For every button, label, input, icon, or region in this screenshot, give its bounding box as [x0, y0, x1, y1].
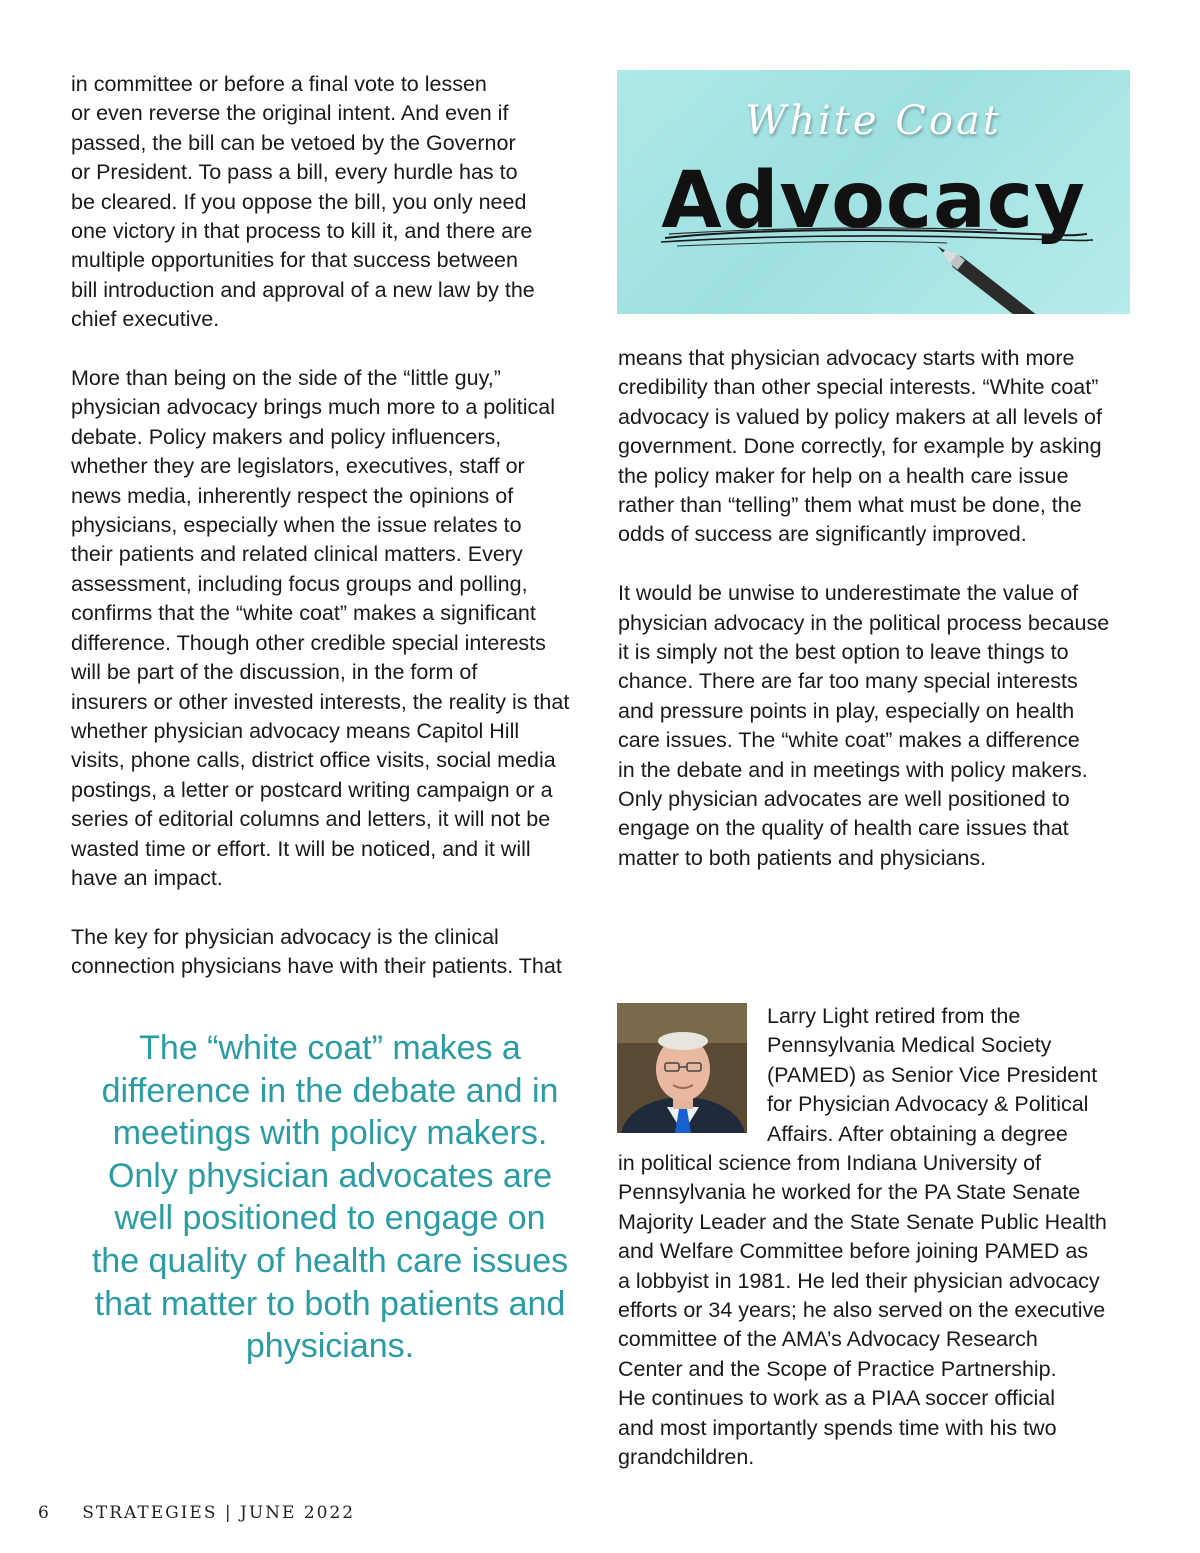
bio-line: Center and the Scope of Practice Partnership.: [618, 1356, 1057, 1381]
bio-line: Majority Leader and the State Senate Public Health: [618, 1209, 1107, 1234]
white-coat-advocacy-banner: [617, 70, 1130, 314]
publication-name: STRATEGIES | JUNE 2022: [82, 1503, 356, 1523]
text-line: whether they are legislators, executives, staff or: [71, 454, 525, 479]
text-line: or even reverse the original intent. And even if: [71, 101, 509, 126]
bio-line: (PAMED) as Senior Vice President: [767, 1062, 1098, 1087]
text-line: The key for physician advocacy is the clinical: [71, 924, 499, 949]
banner-script-title: White Coat: [745, 98, 1002, 144]
text-line: the policy maker for help on a health care issue: [618, 463, 1069, 488]
text-line: their patients and related clinical matters. Every: [71, 542, 523, 567]
text-line: news media, inherently respect the opinions of: [71, 483, 514, 508]
right-paragraph-2: [618, 579, 1138, 873]
bio-line: for Physician Advocacy & Political: [767, 1092, 1089, 1117]
author-bio: [618, 1002, 1138, 1473]
text-line: It would be unwise to underestimate the value of: [618, 581, 1079, 606]
page-number: 6: [38, 1503, 51, 1523]
pull-quote-line: the quality of health care issues: [91, 1241, 569, 1280]
pen-scribble-graphic: [617, 70, 1130, 314]
text-line: and pressure points in play, especially on health: [618, 698, 1075, 723]
bio-line: and most importantly spends time with his two: [618, 1415, 1057, 1440]
bio-line: grandchildren.: [618, 1445, 755, 1470]
text-line: bill introduction and approval of a new law by the: [71, 277, 535, 302]
text-line: difference. Though other credible special interests: [71, 630, 546, 655]
text-line: multiple opportunities for that success between: [71, 248, 518, 273]
text-line: physician advocacy brings much more to a political: [71, 395, 555, 420]
pull-quote: [80, 1027, 580, 1368]
bio-line: Pennsylvania he worked for the PA State Senate: [618, 1180, 1081, 1205]
text-line: will be part of the discussion, in the form of: [71, 660, 478, 685]
pull-quote-line: difference in the debate and in: [101, 1071, 559, 1110]
bio-line: Affairs. After obtaining a degree: [767, 1121, 1068, 1146]
text-line: physicians, especially when the issue relates to: [71, 513, 522, 538]
text-line: advocacy is valued by policy makers at all levels of: [618, 404, 1102, 429]
text-line: it is simply not the best option to leave things to: [618, 640, 1069, 665]
text-line: be cleared. If you oppose the bill, you only need: [71, 189, 527, 214]
banner-headline: Advocacy: [661, 156, 1086, 246]
paragraph-gap: [618, 550, 1138, 579]
text-line: physician advocacy in the political process because: [618, 610, 1110, 635]
text-line: odds of success are significantly improved.: [618, 522, 1027, 547]
bio-line: He continues to work as a PIAA soccer official: [618, 1386, 1055, 1411]
text-line: assessment, including focus groups and polling,: [71, 571, 528, 596]
left-paragraph-2: [71, 364, 591, 893]
pull-quote-line: The “white coat” makes a: [139, 1029, 521, 1067]
text-line: matter to both patients and physicians.: [618, 845, 987, 870]
text-line: More than being on the side of the “little guy,”: [71, 366, 501, 391]
left-paragraph-3: [71, 923, 591, 982]
text-line: have an impact.: [71, 865, 223, 890]
paragraph-gap: [71, 335, 591, 364]
text-line: in committee or before a final vote to lessen: [71, 72, 487, 96]
bio-line: and Welfare Committee before joining PAMED as: [618, 1239, 1089, 1264]
text-line: credibility than other special interests. “White coat”: [618, 375, 1099, 400]
pull-quote-line: Only physician advocates are: [107, 1156, 553, 1195]
bio-line: Larry Light retired from the: [767, 1004, 1021, 1028]
text-line: debate. Policy makers and policy influencers,: [71, 424, 502, 449]
pull-quote-line: physicians.: [245, 1327, 415, 1366]
text-line: whether physician advocacy means Capitol Hill: [71, 718, 520, 743]
text-line: series of editorial columns and letters, it will not be: [71, 807, 551, 832]
text-line: rather than “telling” them what must be done, the: [618, 493, 1082, 518]
paragraph-gap: [71, 893, 591, 922]
text-line: visits, phone calls, district office visits, social media: [71, 748, 556, 773]
text-line: chance. There are far too many special interests: [618, 669, 1078, 694]
text-line: chief executive.: [71, 307, 220, 332]
bio-line: Pennsylvania Medical Society: [767, 1033, 1052, 1058]
text-line: postings, a letter or postcard writing campaign or a: [71, 777, 553, 802]
pull-quote-line: that matter to both patients and: [94, 1284, 566, 1323]
text-line: care issues. The “white coat” makes a difference: [618, 728, 1080, 753]
text-line: Only physician advocates are well positioned to: [618, 787, 1070, 812]
text-line: connection physicians have with their patients. That: [71, 954, 562, 979]
text-line: government. Done correctly, for example by asking: [618, 434, 1102, 459]
pull-quote-line: meetings with policy makers.: [112, 1114, 548, 1153]
text-line: engage on the quality of health care issues that: [618, 816, 1069, 841]
text-line: in the debate and in meetings with policy makers.: [618, 757, 1088, 782]
pull-quote-line: well positioned to engage on: [114, 1199, 546, 1238]
text-line: insurers or other invested interests, the reality is that: [71, 689, 570, 714]
left-paragraph-1: [71, 70, 591, 335]
bio-line: a lobbyist in 1981. He led their physician advocacy: [618, 1268, 1100, 1293]
text-line: confirms that the “white coat” makes a significant: [71, 601, 536, 626]
left-column: [71, 70, 591, 982]
bio-line: efforts or 34 years; he also served on the executive: [618, 1298, 1106, 1323]
bio-line: committee of the AMA’s Advocacy Research: [618, 1327, 1038, 1352]
text-line: wasted time or effort. It will be noticed, and it will: [71, 836, 531, 861]
right-column: [618, 344, 1138, 873]
right-paragraph-1: [618, 344, 1138, 550]
text-line: means that physician advocacy starts with more: [618, 346, 1075, 370]
text-line: passed, the bill can be vetoed by the Governor: [71, 130, 516, 155]
page-footer: [38, 1503, 355, 1523]
text-line: or President. To pass a bill, every hurdle has to: [71, 160, 518, 185]
text-line: one victory in that process to kill it, and there are: [71, 219, 533, 244]
bio-line: in political science from Indiana University of: [618, 1151, 1042, 1176]
